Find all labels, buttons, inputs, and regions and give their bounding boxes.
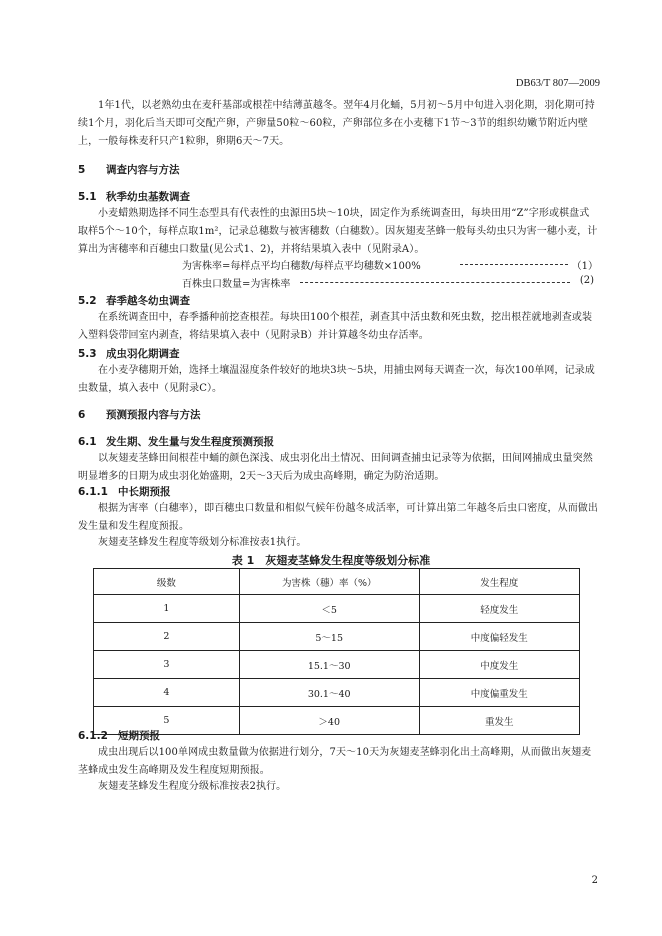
table-cell: 5 [94, 707, 240, 735]
table-cell: 5～15 [239, 623, 419, 651]
intro-paragraph: 1年1代，以老熟幼虫在麦秆基部或根茬中结薄茧越冬。翌年4月化蛹，5月初～5月中旬进入羽化期，羽化期可持续1个月，羽化后当天即可交配产卵，产卵量50粒～60粒，产卵部位多在小麦穗下1节～3节的组织幼嫩节附近内壁上，一般每株麦秆只产1粒卵，卵期6天～7天。 [78, 100, 595, 147]
formula-1-number: （1） [571, 261, 598, 272]
column-header: 发生程度 [419, 569, 579, 595]
table-cell: ＜5 [239, 595, 419, 623]
table-cell: 4 [94, 679, 240, 707]
table-row [94, 595, 580, 623]
column-header: 级数 [94, 569, 240, 595]
table-row [94, 651, 580, 679]
section-5-2-paragraph: 在系统调查田中，春季播种前挖查根茬。每块田100个根茬，剥查其中活虫数和死虫数，挖出根茬就地剥查或装入塑料袋带回室内剥查，将结果填入表中（见附录B）并计算越冬幼虫存活率。 [78, 312, 593, 341]
section-title: 春季越冬幼虫调查 [106, 295, 190, 307]
table-cell: ＞40 [239, 707, 419, 735]
section-title: 中长期预报 [118, 486, 171, 498]
section-6-1-2-heading [78, 728, 160, 743]
table-1-caption: 表 1 灰翅麦茎蜂发生程度等级划分标准 [231, 554, 431, 567]
section-number: 5.1 [78, 191, 97, 203]
formula-1-text: 为害株率=每样点平均白穗数/每样点平均穗数×100% [182, 261, 421, 272]
table-cell: 轻度发生 [419, 595, 579, 623]
table-header-row [94, 569, 580, 595]
table-cell: 1 [94, 595, 240, 623]
table-cell: 30.1～40 [239, 679, 419, 707]
formula-2-text: 百株虫口数量=为害株率 [182, 279, 291, 290]
section-number: 5.3 [78, 348, 97, 360]
section-title: 调查内容与方法 [106, 164, 180, 176]
section-6-1-2-table-reference: 灰翅麦茎蜂发生程度分级标准按表2执行。 [98, 781, 287, 792]
section-title: 发生期、发生量与发生程度预测预报 [106, 436, 274, 448]
section-5-3-paragraph: 在小麦孕穗期开始，选择土壤温湿度条件较好的地块3块～5块，用捕虫网每天调查一次，每次100单网，记录成虫数量，填入表中（见附录C）。 [78, 365, 595, 394]
section-6-1-1-table-reference: 灰翅麦茎蜂发生程度等级划分标准按表1执行。 [98, 537, 307, 548]
table-cell: 3 [94, 651, 240, 679]
page-number: 2 [591, 875, 598, 886]
section-6-1-paragraph: 以灰翅麦茎蜂田间根茬中蛹的颜色深浅、成虫羽化出土情况、田间调查捕虫记录等为依据，田间网捕成虫量突然明显增多的日期为成虫羽化始盛期，2天～3天后为成虫高峰期，确定为防治适期。 [78, 453, 593, 482]
section-5-1-paragraph: 小麦蜡熟期选择不同生态型具有代表性的虫源田5块～10块，固定作为系统调查田，每块田用“Z”字形或棋盘式取样5个～10个，每样点取1m²，记录总穗数与被害穗数（白穗数）。因灰翅麦茎蜂一般每头幼虫只为害一穗小麦，计算出为害穗率和百穗虫口数量(见公式1、2)，并将结果填入表中（见附录A）。 [78, 208, 598, 255]
section-title: 成虫羽化期调查 [106, 348, 180, 360]
table-row [94, 679, 580, 707]
section-6-1-heading [78, 434, 274, 449]
table-row [94, 707, 580, 735]
section-5-2-heading [78, 293, 190, 308]
section-number: 5.2 [78, 295, 97, 307]
formula-2-number: (2) [579, 275, 594, 286]
section-5-3-heading [78, 346, 180, 361]
section-number: 6.1.1 [78, 486, 108, 498]
table-1 [93, 568, 580, 735]
column-header: 为害株（穗）率（%） [239, 569, 419, 595]
formula-2 [182, 275, 598, 291]
section-number: 6 [78, 409, 86, 421]
standard-code: DB63/T 807—2009 [515, 78, 600, 89]
section-6-1-1-heading [78, 484, 171, 499]
table-cell: 中度发生 [419, 651, 579, 679]
table-cell: 15.1～30 [239, 651, 419, 679]
section-6-1-1-paragraph: 根据为害率（白穗率），即百穗虫口数量和相似气候年份越冬成活率，可计算出第二年越冬后虫口密度，从而做出发生量和发生程度预报。 [78, 503, 598, 532]
formula-leader [460, 264, 568, 265]
section-5-heading [78, 162, 180, 177]
section-6-heading [78, 407, 201, 422]
table-cell: 中度偏重发生 [419, 679, 579, 707]
table-row [94, 623, 580, 651]
table-cell: 中度偏轻发生 [419, 623, 579, 651]
table-cell: 2 [94, 623, 240, 651]
section-number: 6.1 [78, 436, 97, 448]
section-title: 秋季幼虫基数调查 [106, 191, 190, 203]
section-number: 5 [78, 164, 86, 176]
section-5-1-heading [78, 189, 190, 204]
section-title: 预测预报内容与方法 [106, 409, 201, 421]
section-6-1-2-paragraph: 成虫出现后以100单网成虫数量做为依据进行划分，7天～10天为灰翅麦茎蜂羽化出土高峰期，从而做出灰翅麦茎蜂成虫发生高峰期及发生程度短期预报。 [78, 747, 592, 776]
formula-leader [300, 282, 570, 283]
formula-1 [182, 257, 598, 273]
table-cell: 重发生 [419, 707, 579, 735]
section-number: 6.1.2 [78, 730, 108, 742]
section-title: 短期预报 [118, 730, 160, 742]
